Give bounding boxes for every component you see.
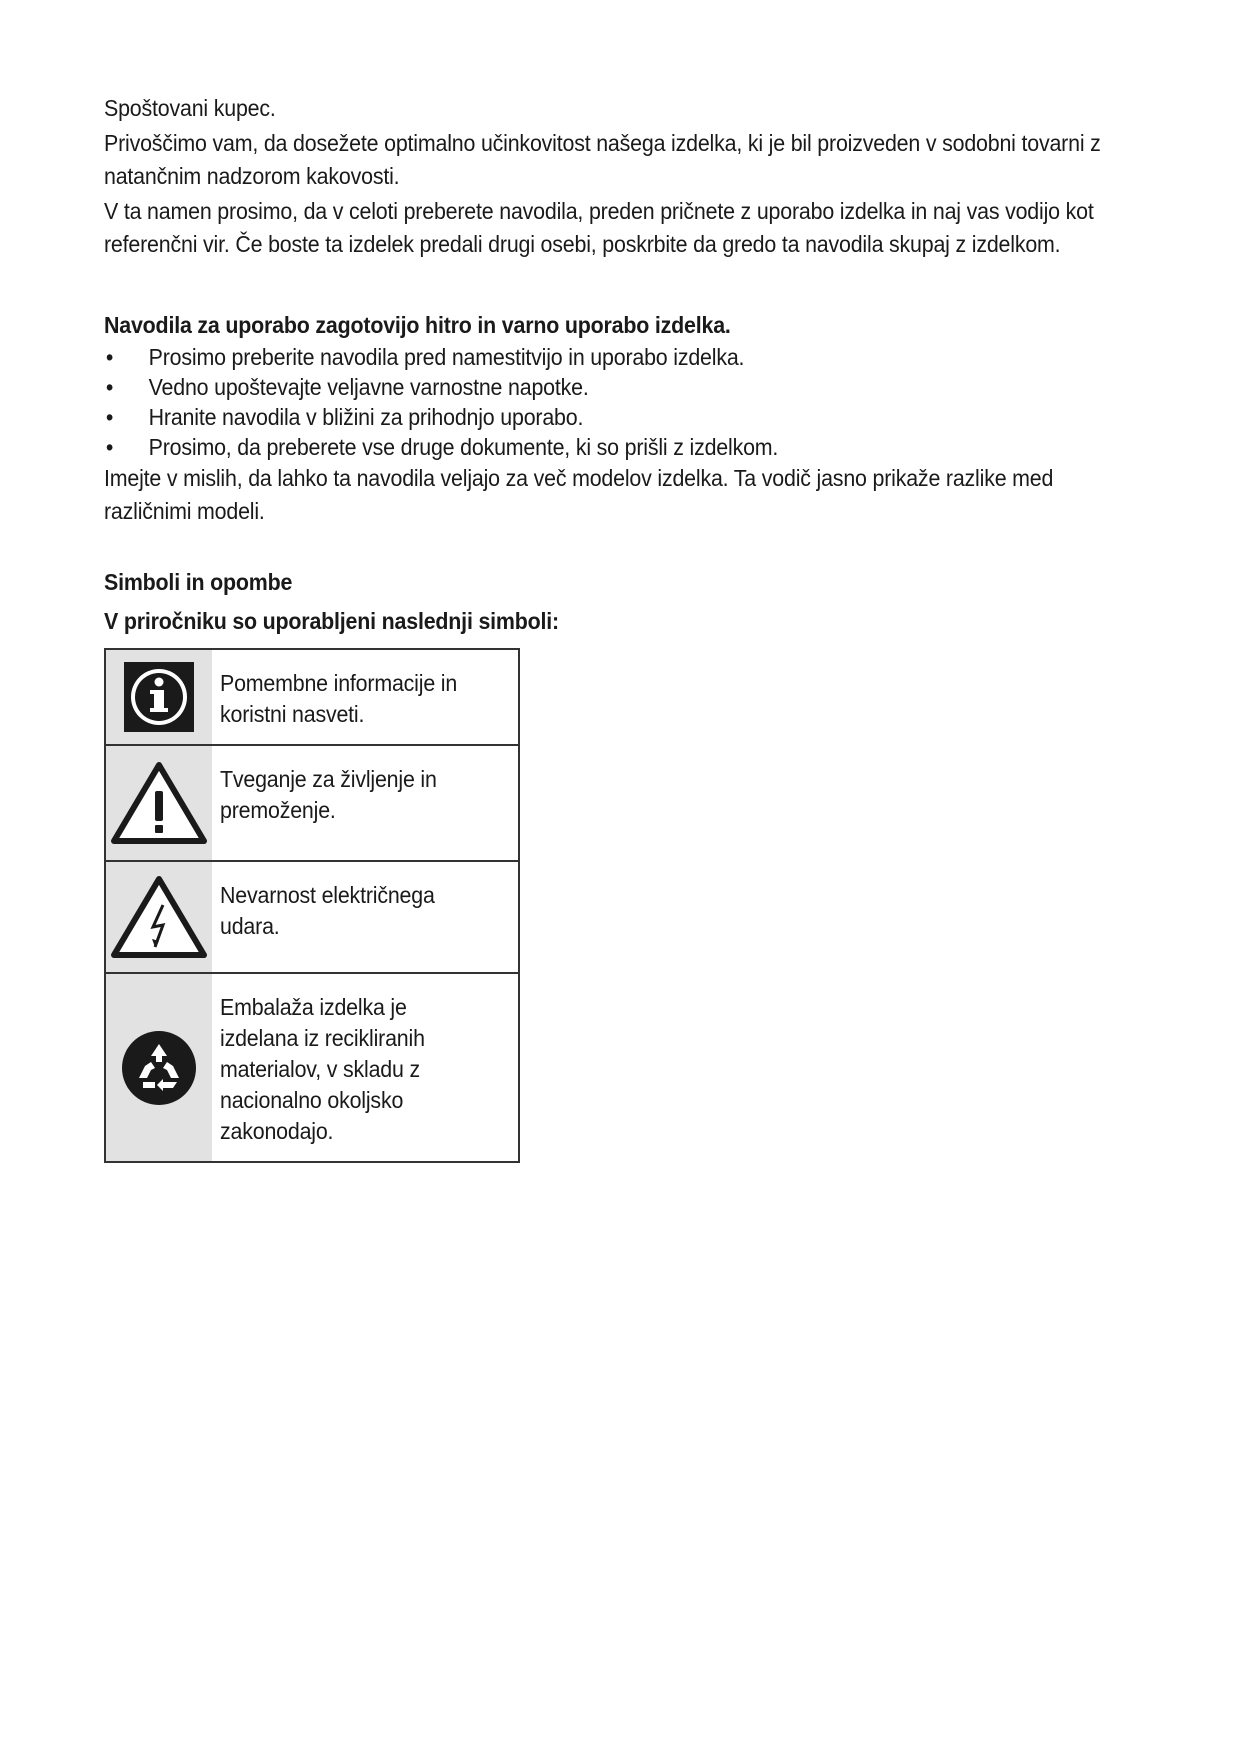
symbols-table bbox=[104, 648, 520, 1163]
table-row bbox=[105, 649, 519, 745]
bullet: • bbox=[105, 404, 114, 430]
icon-cell bbox=[105, 745, 212, 861]
table-row bbox=[105, 745, 519, 861]
symbol-description: Pomembne informacije in koristni nasveti. bbox=[212, 649, 519, 745]
instructions-list bbox=[104, 342, 1134, 462]
icon-cell bbox=[105, 973, 212, 1162]
list-item: • Vedno upoštevajte veljavne varnostne napotke. bbox=[105, 374, 589, 400]
symbol-description: Embalaža izdelka je izdelana iz recikliranih materialov, v skladu z nacionalno okoljsko zakonodajo. bbox=[212, 973, 519, 1162]
symbols-heading: Simboli in opombe bbox=[104, 569, 293, 595]
symbol-description: Tveganje za življenje in premoženje. bbox=[212, 745, 519, 861]
bullet: • bbox=[105, 344, 114, 370]
greeting: Spoštovani kupec. bbox=[104, 95, 276, 121]
manual-page bbox=[104, 92, 1134, 1163]
list-item: • Prosimo preberite navodila pred namestitvijo in uporabo izdelka. bbox=[105, 344, 745, 370]
bullet: • bbox=[105, 374, 114, 400]
icon-cell bbox=[105, 861, 212, 973]
symbols-subheading: V priročniku so uporabljeni naslednji simboli: bbox=[104, 608, 559, 634]
bullet: • bbox=[105, 434, 114, 460]
symbol-description: Nevarnost električnega udara. bbox=[212, 861, 519, 973]
list-item: • Prosimo, da preberete vse druge dokumente, ki so prišli z izdelkom. bbox=[105, 434, 779, 460]
intro-paragraph-1: Privoščimo vam, da dosežete optimalno učinkovitost našega izdelka, ki je bil proizveden v sodobni tovarni z natančnim nadzorom kakovosti. bbox=[104, 130, 1101, 189]
table-row bbox=[105, 973, 519, 1162]
models-note: Imejte v mislih, da lahko ta navodila veljajo za več modelov izdelka. Ta vodič jasno prikaže razlike med različnimi modeli. bbox=[104, 465, 1054, 524]
warning-icon bbox=[111, 761, 207, 845]
instructions-heading: Navodila za uporabo zagotovijo hitro in varno uporabo izdelka. bbox=[104, 312, 731, 338]
recycle-icon bbox=[121, 1030, 197, 1106]
icon-cell bbox=[105, 649, 212, 745]
info-icon bbox=[124, 662, 194, 732]
table-row bbox=[105, 861, 519, 973]
electric-shock-icon bbox=[111, 875, 207, 959]
list-item: • Hranite navodila v bližini za prihodnjo uporabo. bbox=[105, 404, 584, 430]
intro-paragraph-2: V ta namen prosimo, da v celoti preberete navodila, preden pričnete z uporabo izdelka in naj vas vodijo kot referenčni vir. Če boste ta izdelek predali drugi osebi, poskrbite da gredo ta navodila skupaj z izdelkom. bbox=[104, 198, 1094, 257]
